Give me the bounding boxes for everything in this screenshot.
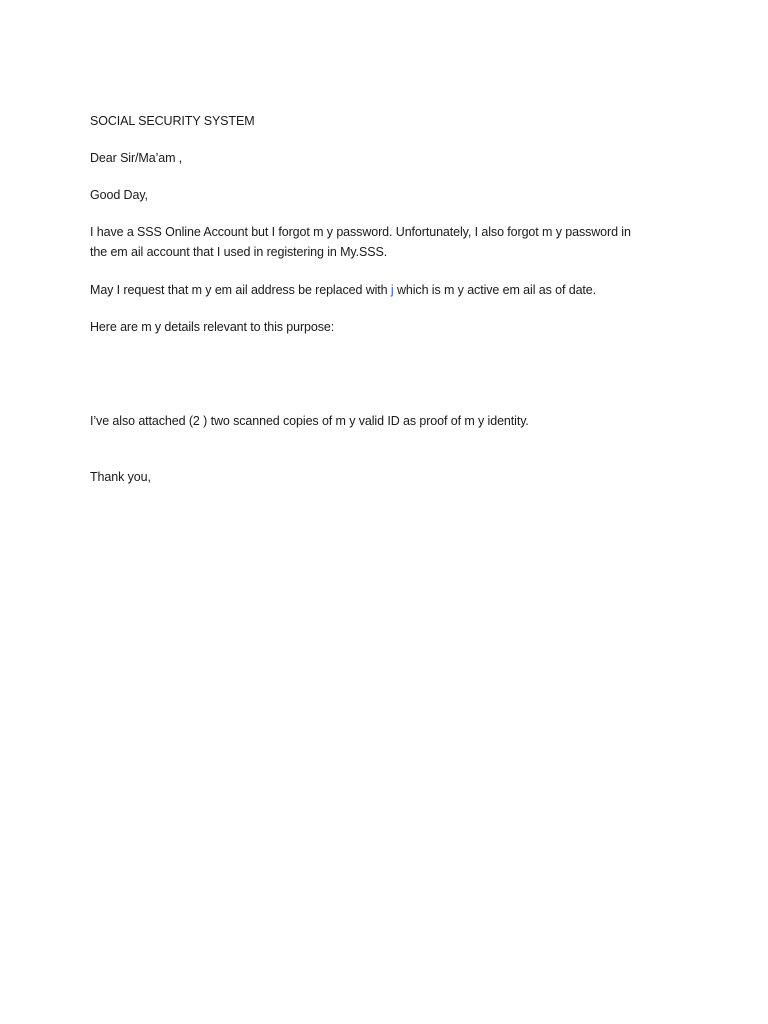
paragraph-3: Here are m y details relevant to this purpose:	[90, 320, 335, 334]
email-address-link[interactable]: j	[390, 283, 394, 297]
salutation: Dear Sir/Ma’am ,	[90, 151, 183, 165]
letter-heading: SOCIAL SECURITY SYSTEM	[90, 114, 255, 128]
paragraph-1-line-1: I have a SSS Online Account but I forgot m y password. Unfortunately, I also forgot m y password in	[90, 225, 631, 239]
paragraph-1-line-2: the em ail account that I used in registering in My.SSS.	[90, 245, 388, 259]
paragraph-2	[90, 280, 596, 300]
paragraph-2-text-before: May I request that m y em ail address be replaced with	[90, 283, 391, 297]
closing: Thank you,	[90, 470, 151, 484]
paragraph-2-text-after: which is m y active em ail as of date.	[393, 283, 597, 297]
paragraph-4: I’ve also attached (2 ) two scanned copies of m y valid ID as proof of m y identity.	[90, 414, 529, 428]
greeting: Good Day,	[90, 188, 148, 202]
